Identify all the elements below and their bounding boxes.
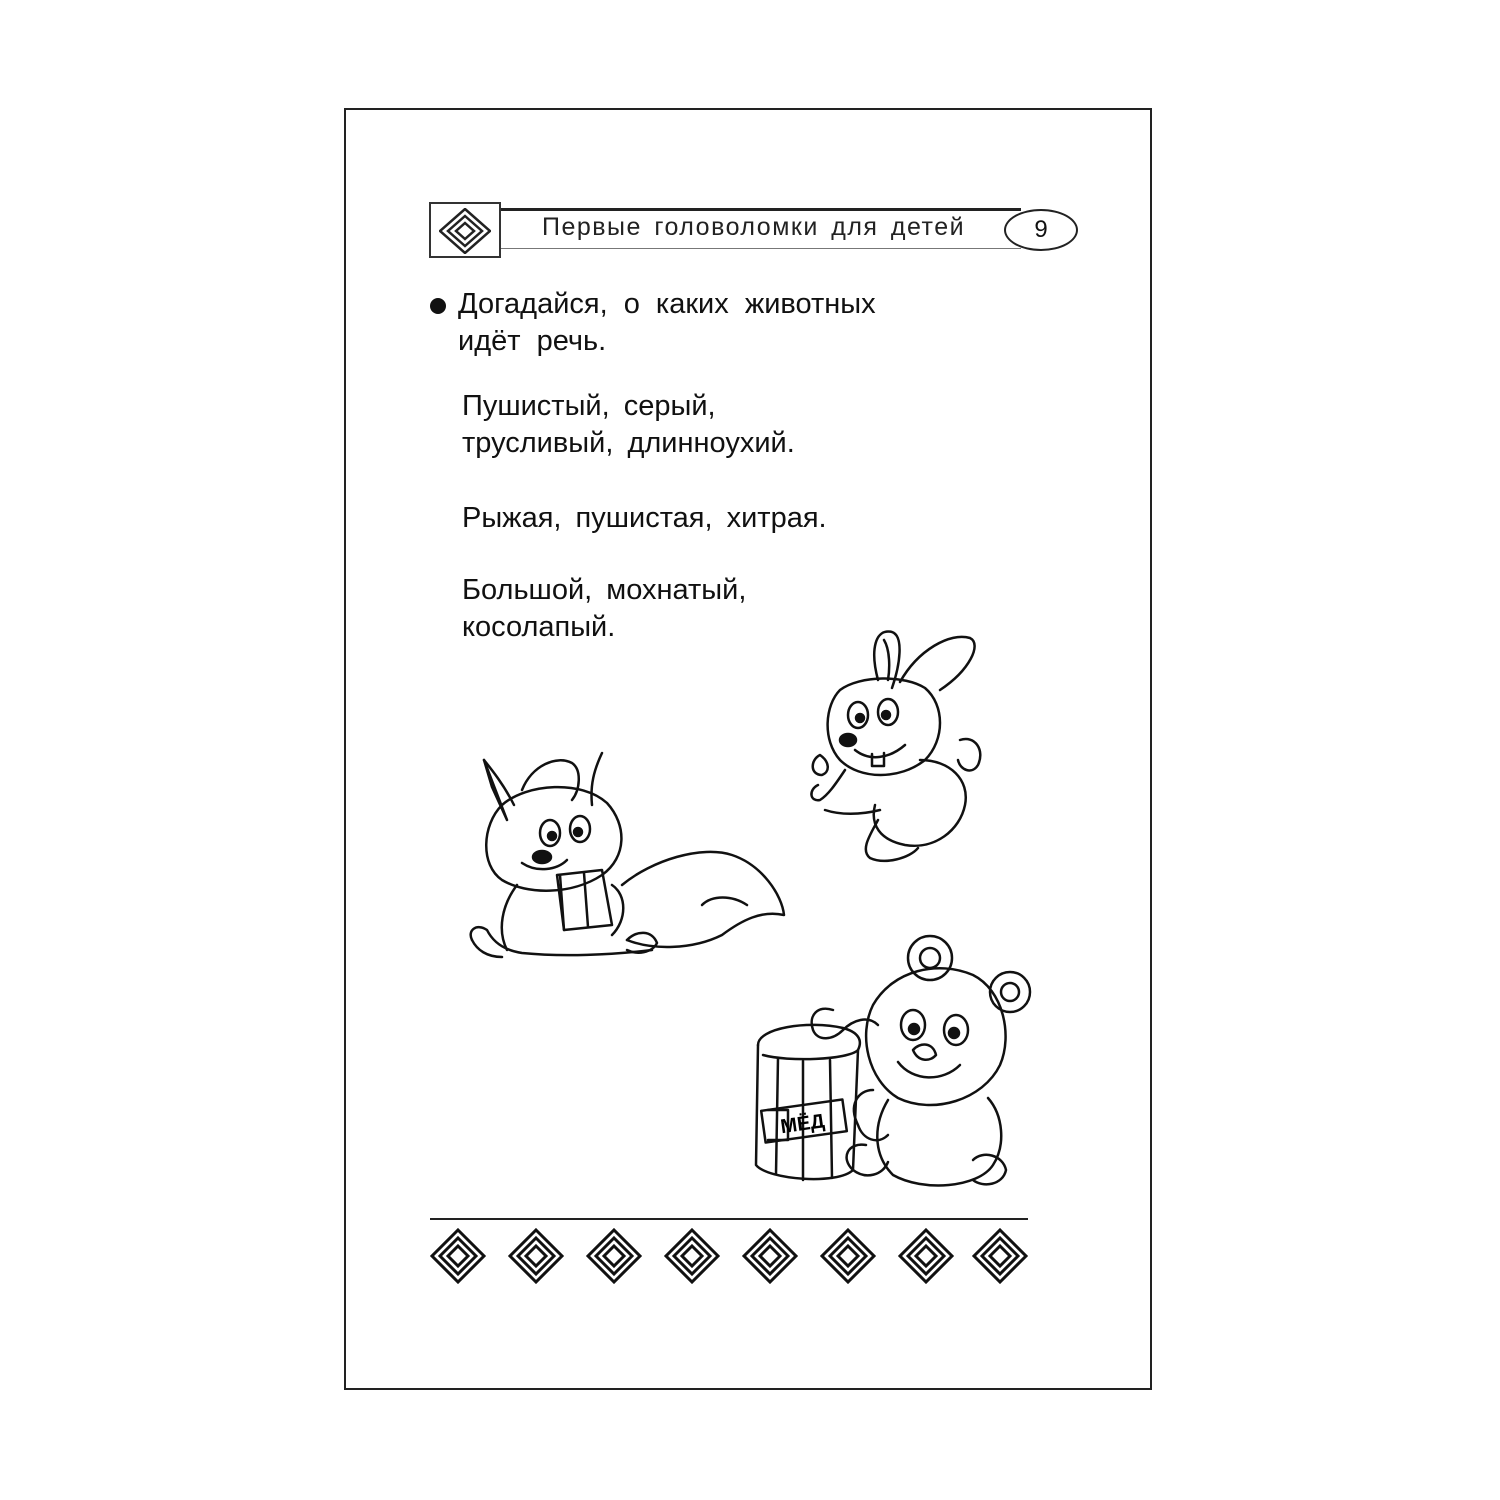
riddle-line: Пушистый, серый, xyxy=(462,390,716,422)
diamond-ornament-icon xyxy=(586,1228,642,1284)
riddle-line: трусливый, длинноухий. xyxy=(462,427,795,459)
barrel-label: МЁД xyxy=(779,1110,827,1139)
bullet-icon xyxy=(430,298,446,314)
task-question-line: идёт речь. xyxy=(458,325,607,357)
diamond-ornament-icon xyxy=(742,1228,798,1284)
riddle-bear xyxy=(462,572,746,646)
diamond-ornament-icon xyxy=(820,1228,876,1284)
riddle-line: Большой, мохнатый, xyxy=(462,574,747,606)
page-number-text: 9 xyxy=(1034,216,1048,243)
footer-rule xyxy=(430,1218,1028,1220)
header-logo xyxy=(429,202,501,258)
diamond-ornament-icon xyxy=(508,1228,564,1284)
task-question-line: Догадайся, о каких животных xyxy=(458,288,876,320)
riddle-hare xyxy=(462,388,795,462)
task-question xyxy=(458,286,876,360)
page-number xyxy=(1004,209,1078,251)
footer-ornaments xyxy=(430,1228,1030,1288)
diamond-ornament-icon xyxy=(664,1228,720,1284)
diamond-ornament-icon xyxy=(972,1228,1028,1284)
fox-illustration xyxy=(462,745,792,970)
hare-illustration xyxy=(800,620,990,865)
diamond-ornament-icon xyxy=(439,208,491,254)
bear-illustration xyxy=(748,930,1038,1195)
riddle-line: косолапый. xyxy=(462,611,616,643)
riddle-line: Рыжая, пушистая, хитрая. xyxy=(462,502,827,534)
page-title: Первые головоломки для детей xyxy=(542,213,966,241)
diamond-ornament-icon xyxy=(898,1228,954,1284)
diamond-ornament-icon xyxy=(430,1228,486,1284)
riddle-fox xyxy=(462,500,827,537)
